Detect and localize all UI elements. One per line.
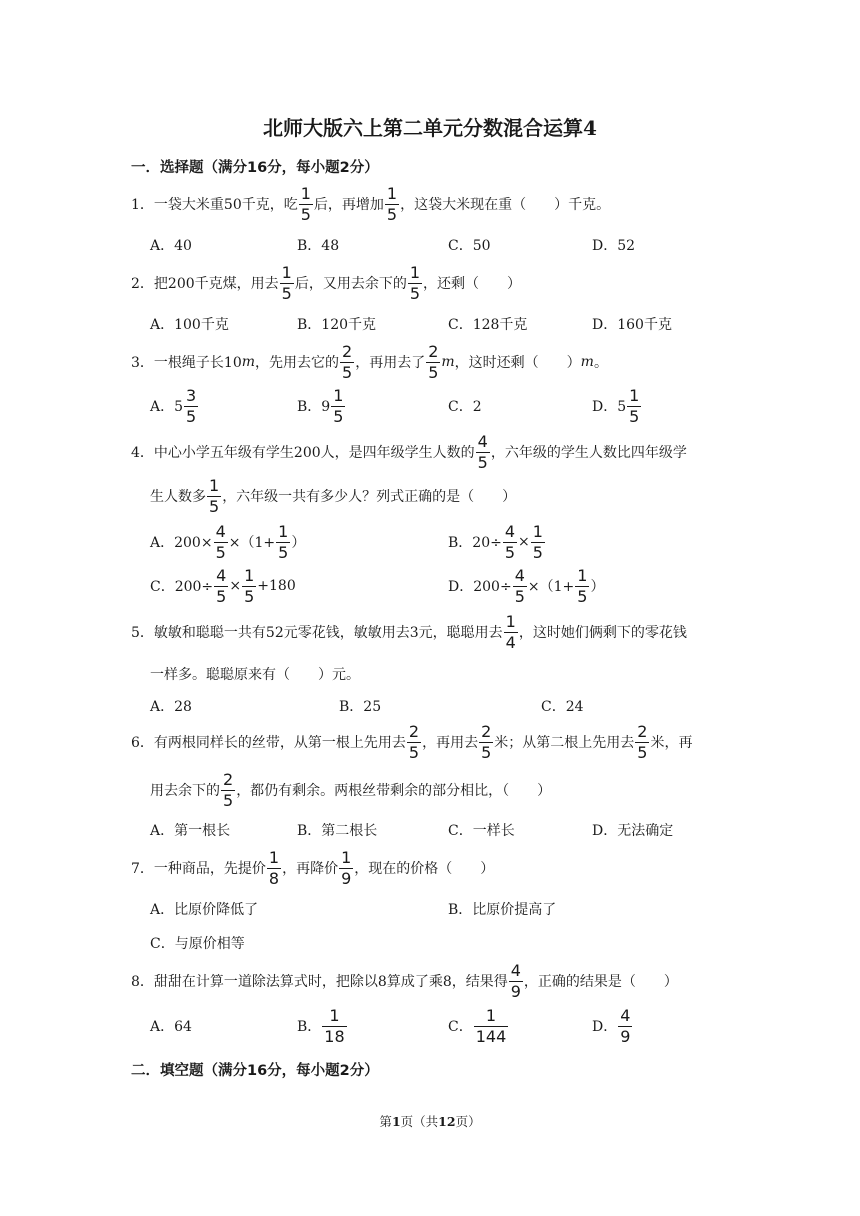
section-heading-choice: 一．选择题（满分16分，每小题2分） — [131, 160, 379, 176]
option-7a: A．比原价降低了 — [150, 902, 259, 918]
question-7: 7．一种商品，先提价 $\frac{1}{8}$ ，再降价 $\frac{1}{9}$ ，现在的价格（ ） — [131, 847, 495, 888]
option-2a: A．100千克 — [150, 317, 229, 333]
fraction: $\frac{2}{5}$ — [342, 341, 353, 382]
fraction: $\frac{4}{5}$ — [216, 565, 227, 606]
option-2d: D．160千克 — [592, 317, 672, 333]
fraction: $\frac{4}{5}$ — [514, 565, 525, 606]
section-heading-fill: 二．填空题（满分16分，每小题2分） — [131, 1063, 379, 1079]
fraction: $\frac{1}{18}$ — [324, 1005, 345, 1046]
question-5-cont: 一样多。聪聪原来有（ ）元。 — [150, 667, 360, 683]
option-7c: C．与原价相等 — [150, 936, 245, 952]
fraction: $\frac{1}{5}$ — [244, 565, 255, 606]
document-title: 北师大版六上第二单元分数混合运算4 — [263, 116, 597, 140]
option-4d: D．200÷ $\frac{4}{5}$ ×（1+ $\frac{1}{5}$ ） — [448, 565, 605, 606]
fraction: $\frac{1}{5}$ — [577, 565, 588, 606]
fraction: $\frac{4}{5}$ — [504, 521, 516, 562]
option-6c: C．一样长 — [448, 823, 515, 839]
option-1d: D．52 — [592, 238, 636, 254]
option-3b: B．9 $\frac{1}{5}$ — [297, 385, 344, 426]
option-3c: C．2 — [448, 399, 482, 415]
question-4: 4．中心小学五年级有学生200人，是四年级学生人数的 $\frac{4}{5}$ ，六年级的学生人数比四年级学 — [131, 431, 687, 472]
page-footer: 第1页（共12页） — [379, 1114, 481, 1129]
option-6d: D．无法确定 — [592, 823, 674, 839]
option-5c: C．24 — [541, 699, 584, 715]
fraction: $\frac{2}{5}$ — [481, 721, 492, 762]
question-3: 3．一根绳子长10 m ，先用去它的 $\frac{2}{5}$ ，再用去了 $\frac{2}{5}$ m ，这时还剩（ ） m 。 — [131, 341, 608, 382]
page-total: 12 — [438, 1114, 456, 1129]
option-8c: C． $\frac{1}{144}$ — [448, 1005, 507, 1046]
option-3a: A．5 $\frac{3}{5}$ — [150, 385, 197, 426]
fraction: $\frac{3}{5}$ — [186, 385, 197, 426]
question-8: 8．甜甜在计算一道除法算式时，把除以8算成了乘8，结果得 $\frac{4}{9}$ ，正确的结果是（ ） — [131, 960, 678, 1001]
fraction: $\frac{2}{5}$ — [428, 341, 439, 382]
fraction: $\frac{1}{5}$ — [209, 475, 220, 516]
option-4b: B．20÷ $\frac{4}{5}$ × $\frac{1}{5}$ — [448, 521, 543, 562]
option-2b: B．120千克 — [297, 317, 377, 333]
fraction: $\frac{1}{9}$ — [341, 847, 352, 888]
fraction: $\frac{1}{5}$ — [278, 521, 289, 562]
option-5a: A．28 — [150, 699, 192, 715]
option-1a: A．40 — [150, 238, 192, 254]
fraction: $\frac{1}{144}$ — [475, 1005, 507, 1046]
option-3d: D．5 $\frac{1}{5}$ — [592, 385, 640, 426]
option-7b: B．比原价提高了 — [448, 902, 557, 918]
fraction: $\frac{4}{9}$ — [510, 960, 521, 1001]
fraction: $\frac{1}{5}$ — [281, 262, 292, 303]
option-5b: B．25 — [339, 699, 382, 715]
option-4a: A．200× $\frac{4}{5}$ ×（1+ $\frac{1}{5}$ ） — [150, 521, 306, 562]
option-6a: A．第一根长 — [150, 823, 231, 839]
option-2c: C．128千克 — [448, 317, 528, 333]
fraction: $\frac{1}{8}$ — [268, 847, 280, 888]
fraction: $\frac{4}{5}$ — [215, 521, 226, 562]
fraction: $\frac{4}{5}$ — [477, 431, 488, 472]
fraction: $\frac{1}{5}$ — [333, 385, 344, 426]
question-5: 5．敏敏和聪聪一共有52元零花钱，敏敏用去3元，聪聪用去 $\frac{1}{4}$ ，这时她们俩剩下的零花钱 — [131, 611, 687, 652]
fraction: $\frac{1}{5}$ — [409, 262, 421, 303]
question-6-cont: 用去余下的 $\frac{2}{5}$ ，都仍有剩余。两根丝带剩余的部分相比，（ ） — [150, 769, 552, 810]
question-2: 2．把200千克煤，用去 $\frac{1}{5}$ 后，又用去余下的 $\frac{1}{5}$ ，还剩（ ） — [131, 262, 522, 303]
option-8a: A．64 — [150, 1019, 192, 1035]
fraction: $\frac{4}{9}$ — [620, 1005, 631, 1046]
fraction: $\frac{1}{5}$ — [629, 385, 640, 426]
option-8d: D． $\frac{4}{9}$ — [592, 1005, 631, 1046]
question-6: 6．有两根同样长的丝带，从第一根上先用去 $\frac{2}{5}$ ，再用去 $\frac{2}{5}$ 米；从第二根上先用去 $\frac{2}{5}$ 米，再 — [131, 721, 693, 762]
page-number: 1 — [391, 1114, 401, 1129]
option-1c: C．50 — [448, 238, 491, 254]
fraction: $\frac{1}{5}$ — [300, 183, 311, 224]
question-4-cont: 生人数多 $\frac{1}{5}$ ，六年级一共有多少人？列式正确的是（ ） — [150, 475, 517, 516]
fraction: $\frac{2}{5}$ — [223, 769, 234, 810]
fraction: $\frac{1}{4}$ — [505, 611, 516, 652]
fraction: $\frac{2}{5}$ — [637, 721, 648, 762]
fraction: $\frac{1}{5}$ — [532, 521, 543, 562]
option-1b: B．48 — [297, 238, 340, 254]
question-1: 1．一袋大米重50千克，吃 $\frac{1}{5}$ 后，再增加 $\frac{1}{5}$ ，这袋大米现在重（ ）千克。 — [131, 183, 611, 224]
option-6b: B．第二根长 — [297, 823, 378, 839]
option-8b: B． $\frac{1}{18}$ — [297, 1005, 345, 1046]
fraction: $\frac{1}{5}$ — [386, 183, 398, 224]
fraction: $\frac{2}{5}$ — [408, 721, 420, 762]
option-4c: C．200÷ $\frac{4}{5}$ × $\frac{1}{5}$ +180 — [150, 565, 296, 606]
